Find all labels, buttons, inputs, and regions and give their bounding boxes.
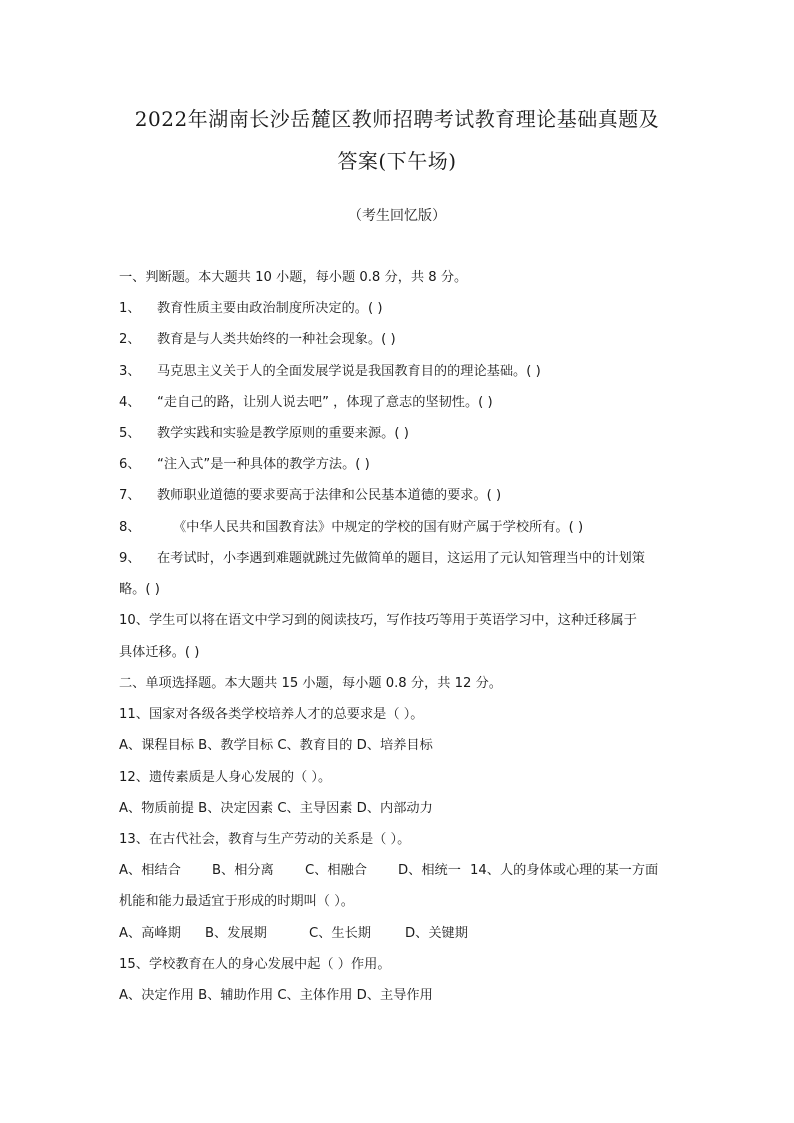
judge-item-7 [119, 487, 689, 505]
judge-number: 4、 [119, 395, 141, 410]
question-11: 11、国家对各级各类学校培养人才的总要求是（ ）。 [119, 707, 424, 722]
question-11-options: A、课程目标 B、教学目标 C、教育目的 D、培养目标 [119, 738, 433, 753]
judge-number: 3、 [119, 364, 141, 379]
judge-text: 教师职业道德的要求要高于法律和公民基本道德的要求。( ) [157, 488, 502, 503]
question-14-start: 14、人的身体或心理的某一方面 [470, 863, 659, 878]
judge-text: “注入式”是一种具体的教学方法。( ) [157, 457, 370, 472]
judge-text: 教学实践和实验是教学原则的重要来源。( ) [157, 426, 409, 441]
judge-item-9-continued: 略。( ) [119, 582, 160, 597]
judge-number: 5、 [119, 426, 141, 441]
judge-item-2 [119, 331, 689, 349]
option-b: B、发展期 [205, 926, 267, 941]
judge-item-4 [119, 394, 689, 412]
option-d: D、相统一 [398, 863, 461, 878]
document-subtitle: （考生回忆版） [348, 208, 446, 224]
question-14-continued: 机能和能力最适宜于形成的时期叫（ ）。 [119, 894, 354, 909]
judge-text: 《中华人民共和国教育法》中规定的学校的国有财产属于学校所有。( ) [173, 520, 584, 535]
document-title-line-1: 2022年湖南长沙岳麓区教师招聘考试教育理论基础真题及 [134, 107, 660, 131]
section-1-heading: 一、判断题。本大题共 10 小题，每小题 0.8 分，共 8 分。 [119, 270, 468, 285]
judge-number: 2、 [119, 332, 141, 347]
question-12-options: A、物质前提 B、决定因素 C、主导因素 D、内部动力 [119, 801, 433, 816]
option-a: A、相结合 [119, 863, 181, 878]
judge-item-10-continued: 具体迁移。( ) [119, 645, 200, 660]
option-a: A、高峰期 [119, 926, 181, 941]
judge-item-10: 10、学生可以将在语文中学习到的阅读技巧，写作技巧等用于英语学习中，这种迁移属于 [119, 613, 637, 628]
judge-item-8 [119, 519, 689, 537]
judge-text: 教育是与人类共始终的一种社会现象。( ) [157, 332, 396, 347]
judge-text: 马克思主义关于人的全面发展学说是我国教育目的的理论基础。( ) [157, 364, 541, 379]
judge-number: 7、 [119, 488, 141, 503]
question-13: 13、在古代社会，教育与生产劳动的关系是（ ）。 [119, 832, 411, 847]
document-title-line-2: 答案(下午场) [337, 149, 457, 173]
question-13-options [119, 862, 689, 880]
section-2-heading: 二、单项选择题。本大题共 15 小题，每小题 0.8 分，共 12 分。 [119, 676, 502, 691]
judge-text: “走自己的路，让别人说去吧” ，体现了意志的坚韧性。( ) [157, 395, 493, 410]
judge-number: 8、 [119, 520, 141, 535]
question-15-options: A、决定作用 B、辅助作用 C、主体作用 D、主导作用 [119, 988, 433, 1003]
question-15: 15、学校教育在人的身心发展中起（ ）作用。 [119, 957, 391, 972]
question-14-options [119, 925, 689, 943]
option-c: C、相融合 [305, 863, 367, 878]
judge-number: 6、 [119, 457, 141, 472]
option-c: C、生长期 [309, 926, 371, 941]
option-b: B、相分离 [212, 863, 274, 878]
judge-item-1 [119, 300, 689, 318]
judge-item-3 [119, 363, 689, 381]
judge-item-9 [119, 550, 689, 568]
judge-item-6 [119, 456, 689, 474]
judge-number: 1、 [119, 301, 141, 316]
option-d: D、关键期 [405, 926, 468, 941]
judge-item-5 [119, 425, 689, 443]
question-12: 12、遗传素质是人身心发展的（ ）。 [119, 770, 332, 785]
judge-text: 教育性质主要由政治制度所决定的。( ) [157, 301, 383, 316]
judge-text: 在考试时，小李遇到难题就跳过先做简单的题目，这运用了元认知管理当中的计划策 [157, 551, 645, 566]
judge-number: 9、 [119, 551, 141, 566]
